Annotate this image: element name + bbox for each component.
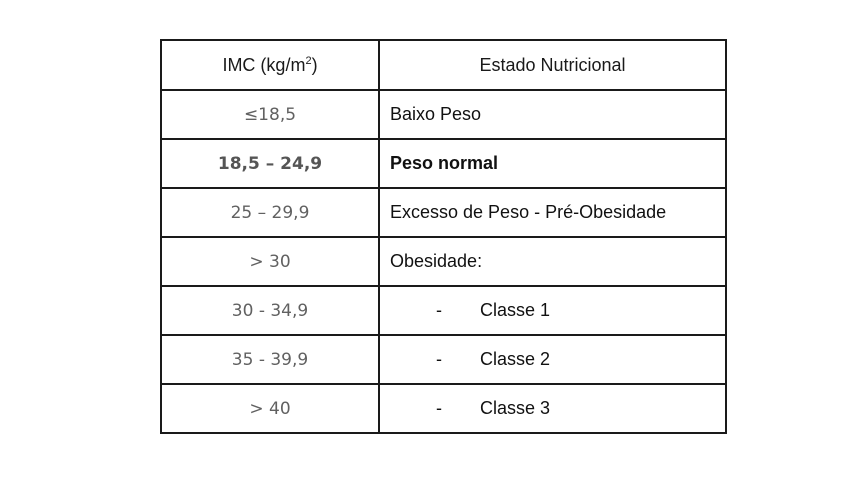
estado-cell bbox=[379, 384, 726, 433]
estado-cell bbox=[379, 335, 726, 384]
list-dash: - bbox=[436, 398, 442, 418]
header-imc bbox=[161, 40, 379, 90]
table-row bbox=[161, 139, 726, 188]
list-dash: - bbox=[436, 300, 442, 320]
imc-cell: 30 - 34,9 bbox=[161, 286, 379, 335]
estado-text: Classe 3 bbox=[480, 398, 551, 418]
estado-cell: Peso normal bbox=[379, 139, 726, 188]
table-row bbox=[161, 188, 726, 237]
table-row bbox=[161, 286, 726, 335]
header-imc-text: IMC (kg/m bbox=[222, 54, 306, 75]
table-header-row bbox=[161, 40, 726, 90]
estado-cell: Obesidade: bbox=[379, 237, 726, 286]
imc-cell: > 40 bbox=[161, 384, 379, 433]
imc-cell: > 30 bbox=[161, 237, 379, 286]
imc-cell: 35 - 39,9 bbox=[161, 335, 379, 384]
table-row bbox=[161, 237, 726, 286]
list-dash: - bbox=[436, 349, 442, 369]
header-imc-close: ) bbox=[311, 54, 318, 75]
estado-text: Classe 2 bbox=[480, 349, 551, 369]
table-row bbox=[161, 335, 726, 384]
header-imc-superscript: 2 bbox=[305, 54, 312, 67]
table-row bbox=[161, 90, 726, 139]
table-row bbox=[161, 384, 726, 433]
imc-cell: 18,5 – 24,9 bbox=[161, 139, 379, 188]
bmi-classification-table bbox=[160, 39, 727, 434]
estado-cell bbox=[379, 286, 726, 335]
imc-cell: ≤18,5 bbox=[161, 90, 379, 139]
estado-cell: Baixo Peso bbox=[379, 90, 726, 139]
header-estado-nutricional: Estado Nutricional bbox=[379, 40, 726, 90]
estado-text: Classe 1 bbox=[480, 300, 551, 320]
estado-cell: Excesso de Peso - Pré-Obesidade bbox=[379, 188, 726, 237]
imc-cell: 25 – 29,9 bbox=[161, 188, 379, 237]
